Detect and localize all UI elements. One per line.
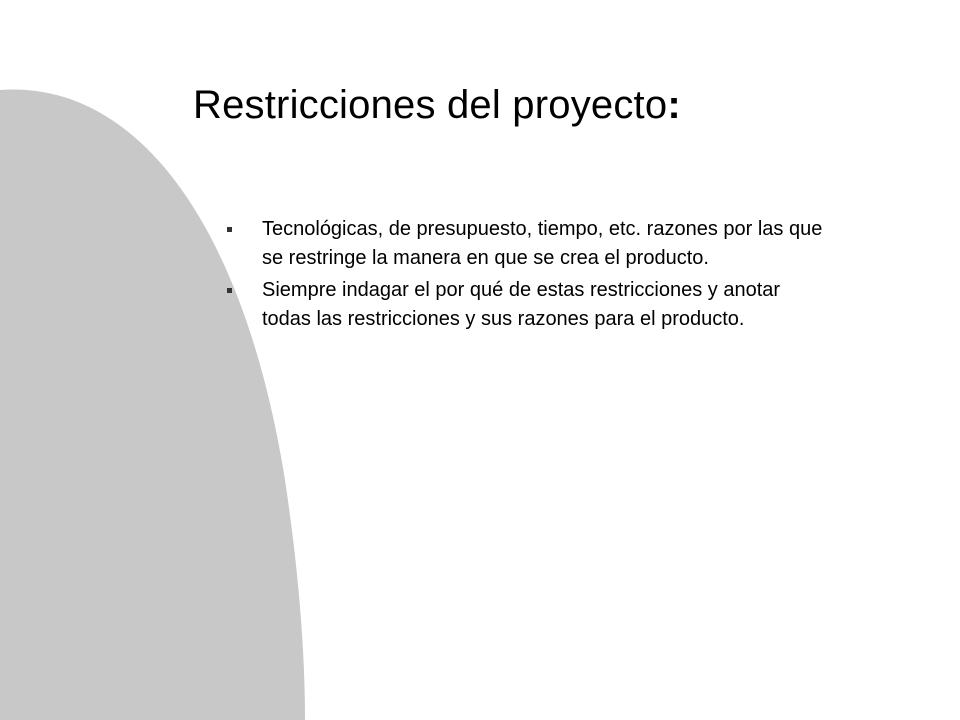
decorative-curve-path <box>0 90 305 720</box>
bullet-text: Siempre indagar el por qué de estas restricciones y anotar todas las restricciones y sus razones para el producto. <box>262 279 781 330</box>
square-bullet-icon <box>227 288 232 293</box>
bullet-item <box>227 215 827 273</box>
bullet-item <box>227 276 827 334</box>
bullet-text: Tecnológicas, de presupuesto, tiempo, etc. razones por las que se restringe la manera en que se crea el producto. <box>262 218 823 269</box>
bullet-list <box>227 215 827 337</box>
slide-title <box>193 83 681 128</box>
slide-title-colon: : <box>667 83 681 127</box>
square-bullet-icon <box>227 227 232 232</box>
slide-title-text: Restricciones del proyecto <box>193 83 668 127</box>
